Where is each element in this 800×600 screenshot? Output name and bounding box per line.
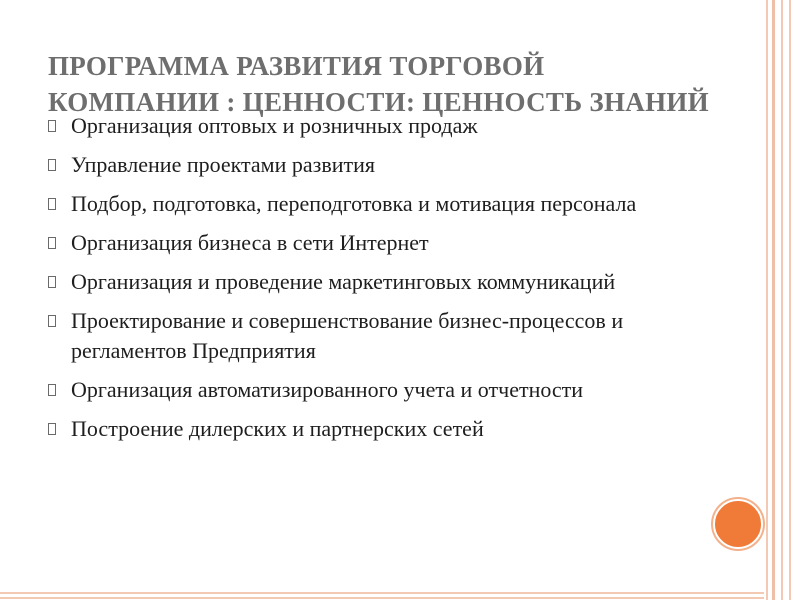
- square-outline-icon: [48, 384, 56, 396]
- border-line: [789, 0, 791, 600]
- slide-title-line-2: КОМПАНИИ : ЦЕННОСТИ: ЦЕННОСТЬ ЗНАНИЙ: [48, 87, 709, 118]
- bullet-text: Организация бизнеса в сети Интернет: [71, 230, 429, 255]
- border-line-bottom: [0, 592, 764, 594]
- square-outline-icon: [48, 276, 56, 288]
- bullet-item: [48, 228, 708, 258]
- square-outline-icon: [48, 120, 56, 132]
- decorative-circle: [713, 499, 763, 549]
- square-outline-icon: [48, 198, 56, 210]
- border-line: [781, 0, 783, 600]
- bullet-item: [48, 306, 708, 366]
- border-line-bottom: [0, 597, 764, 599]
- border-line: [766, 0, 768, 600]
- bullet-item: [48, 111, 708, 141]
- bullet-text: Подбор, подготовка, переподготовка и мотивация персонала: [71, 191, 637, 216]
- bullet-item: [48, 375, 708, 405]
- border-line: [772, 0, 775, 600]
- bullet-item: [48, 150, 708, 180]
- square-outline-icon: [48, 315, 56, 327]
- slide-title-line-1: ПРОГРАММА РАЗВИТИЯ ТОРГОВОЙ: [48, 51, 545, 82]
- bullet-item: [48, 189, 708, 219]
- square-outline-icon: [48, 237, 56, 249]
- square-outline-icon: [48, 159, 56, 171]
- bullet-text: Организация оптовых и розничных продаж: [71, 113, 478, 138]
- bullet-text: Построение дилерских и партнерских сетей: [71, 416, 484, 441]
- slide-title: [48, 48, 748, 120]
- bullet-text: Организация и проведение маркетинговых коммуникаций: [71, 269, 616, 294]
- bullet-text: Организация автоматизированного учета и отчетности: [71, 377, 584, 402]
- square-outline-icon: [48, 423, 56, 435]
- bullet-text: Проектирование и совершенствование бизнес-процессов и регламентов Предприятия: [71, 308, 624, 363]
- bullet-item: [48, 267, 708, 297]
- bullet-list: [48, 111, 708, 453]
- bullet-text: Управление проектами развития: [71, 152, 376, 177]
- bullet-item: [48, 414, 708, 444]
